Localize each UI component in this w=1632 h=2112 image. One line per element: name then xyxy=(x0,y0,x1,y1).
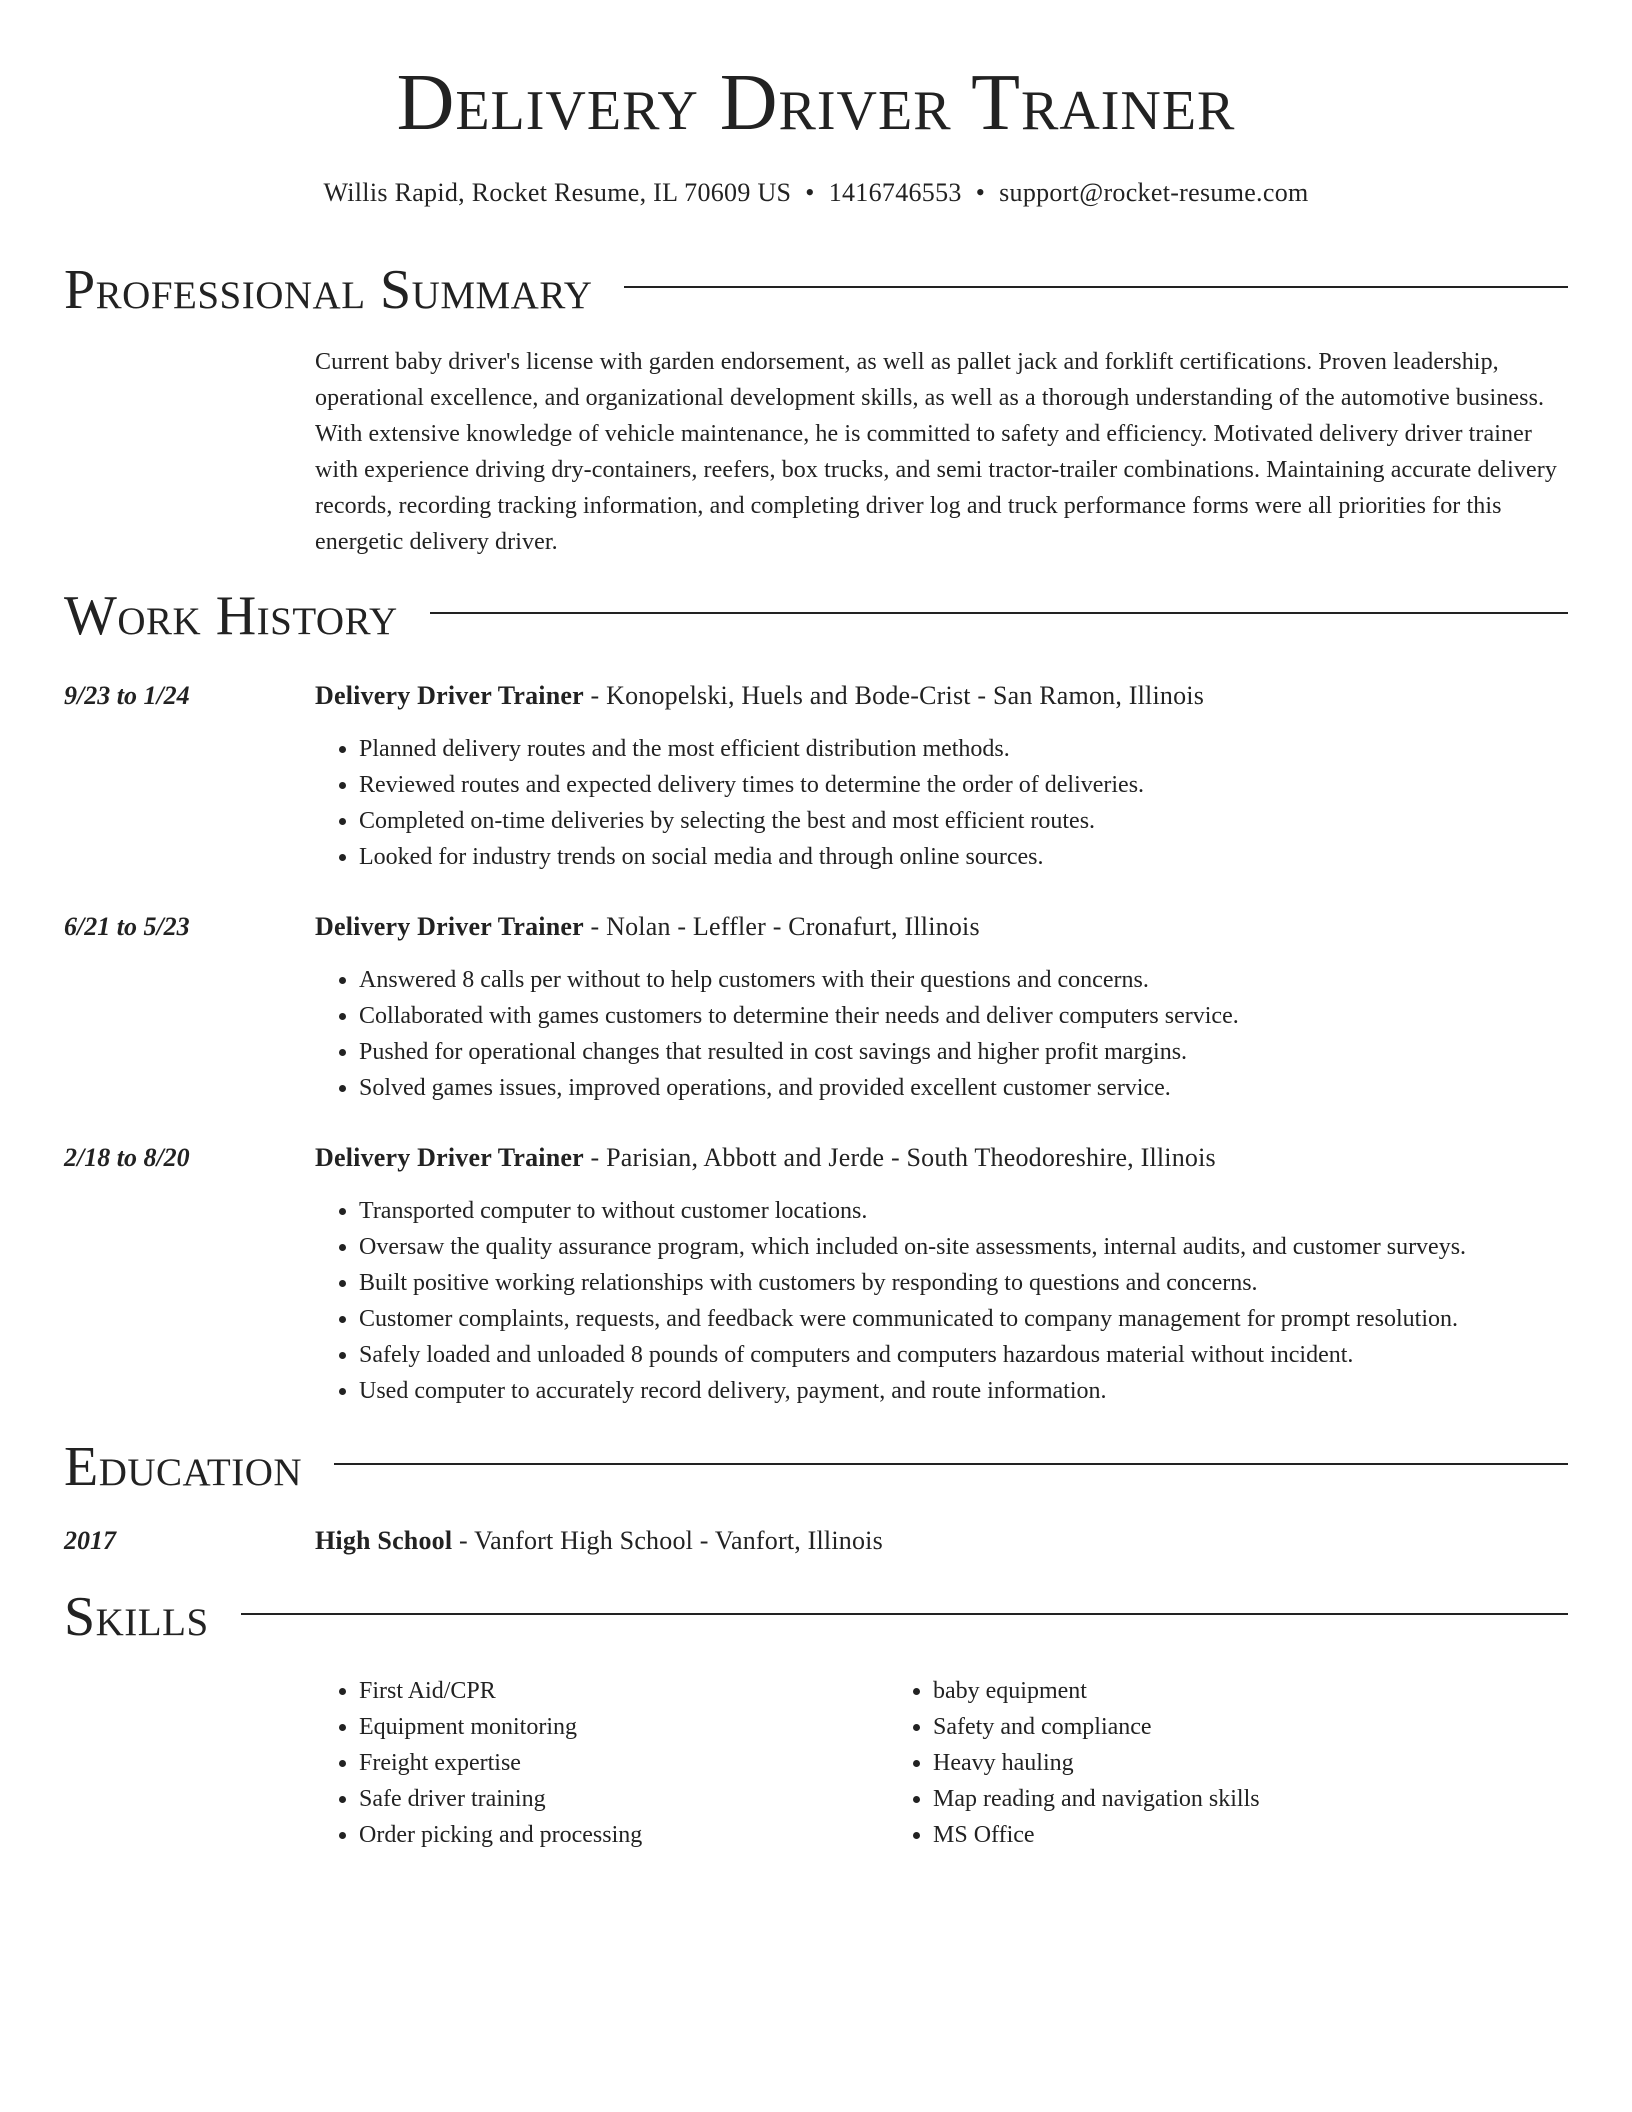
section-skills-header xyxy=(64,1585,1568,1649)
education-line xyxy=(315,1523,1568,1559)
job-bullet: • Answered 8 calls per without to help customers with their questions and concerns. xyxy=(359,962,1568,998)
skill-item: • Safety and compliance xyxy=(933,1709,1260,1745)
skills-column-right xyxy=(889,1673,1260,1853)
skill-item: • Heavy hauling xyxy=(933,1745,1260,1781)
section-heading: Skills xyxy=(64,1586,209,1648)
job-bullet: • Completed on-time deliveries by selecting the best and most efficient routes. xyxy=(359,803,1568,839)
section-divider xyxy=(334,1463,1568,1465)
skill-item: • Freight expertise xyxy=(359,1745,889,1781)
section-education-header xyxy=(64,1435,1568,1499)
skill-item: • Order picking and processing xyxy=(359,1817,889,1853)
job-dates: 6/21 to 5/23 xyxy=(64,912,190,941)
contact-line xyxy=(64,176,1568,210)
skill-item: • baby equipment xyxy=(933,1673,1260,1709)
job-employer: - Parisian, Abbott and Jerde - South Theodoreshire, Illinois xyxy=(583,1143,1216,1172)
job-title: Delivery Driver Trainer xyxy=(315,681,584,710)
summary-text: Current baby driver's license with garden endorsement, as well as pallet jack and forklift certifications. Proven leadership, operational excellence, and organizational development skills, as well as a thorough understanding of the automotive business. With extensive knowledge of vehicle maintenance, he is committed to safety and efficiency. Motivated delivery driver trainer with experience driving dry-containers, reefers, box trucks, and semi tractor-trailer combinations. Maintaining accurate delivery records, recording tracking information, and completing driver log and truck performance forms were all priorities for this energetic delivery driver. xyxy=(315,349,1557,555)
job-bullet: • Customer complaints, requests, and feedback were communicated to company management for prompt resolution. xyxy=(359,1301,1568,1337)
job-dates: 9/23 to 1/24 xyxy=(64,681,190,710)
job-bullet: • Looked for industry trends on social media and through online sources. xyxy=(359,839,1568,875)
education-school: - Vanfort High School - Vanfort, Illinois xyxy=(452,1526,883,1555)
section-divider xyxy=(430,612,1568,614)
job-bullet: • Built positive working relationships with customers by responding to questions and concerns. xyxy=(359,1265,1568,1301)
skills-list xyxy=(315,1673,1568,1853)
job-title-line xyxy=(315,678,1568,714)
job-entry xyxy=(64,909,1568,1106)
skill-item: • MS Office xyxy=(933,1817,1260,1853)
skill-item: • Equipment monitoring xyxy=(359,1709,889,1745)
job-bullets xyxy=(315,962,1568,1106)
job-bullet: • Transported computer to without customer locations. xyxy=(359,1193,1568,1229)
contact-phone: 1416746553 xyxy=(828,178,962,207)
job-title-line xyxy=(315,1140,1568,1176)
job-bullets xyxy=(315,731,1568,875)
section-summary-header xyxy=(64,258,1568,322)
contact-separator: • xyxy=(975,178,986,207)
section-heading: Work History xyxy=(64,585,398,647)
job-title-line xyxy=(315,909,1568,945)
job-bullet: • Solved games issues, improved operations, and provided excellent customer service. xyxy=(359,1070,1568,1106)
contact-email: support@rocket-resume.com xyxy=(999,178,1309,207)
job-bullets xyxy=(315,1193,1568,1409)
contact-address: Willis Rapid, Rocket Resume, IL 70609 US xyxy=(323,178,792,207)
skills-column-left xyxy=(315,1673,889,1853)
education-entry xyxy=(64,1523,1568,1559)
section-heading: Education xyxy=(64,1436,303,1498)
job-dates: 2/18 to 8/20 xyxy=(64,1143,190,1172)
job-title: Delivery Driver Trainer xyxy=(315,912,584,941)
job-bullet: • Planned delivery routes and the most efficient distribution methods. xyxy=(359,731,1568,767)
section-divider xyxy=(241,1613,1568,1615)
section-heading: Professional Summary xyxy=(64,259,593,321)
job-bullet: • Safely loaded and unloaded 8 pounds of computers and computers hazardous material without incident. xyxy=(359,1337,1568,1373)
skill-item: • Map reading and navigation skills xyxy=(933,1781,1260,1817)
skill-item: • First Aid/CPR xyxy=(359,1673,889,1709)
job-bullet: • Pushed for operational changes that resulted in cost savings and higher profit margins. xyxy=(359,1034,1568,1070)
job-bullet: • Collaborated with games customers to determine their needs and deliver computers service. xyxy=(359,998,1568,1034)
education-year: 2017 xyxy=(64,1526,116,1555)
job-bullet: • Used computer to accurately record delivery, payment, and route information. xyxy=(359,1373,1568,1409)
section-work-header xyxy=(64,584,1568,648)
contact-separator: • xyxy=(805,178,815,207)
job-employer: - Konopelski, Huels and Bode-Crist - San Ramon, Illinois xyxy=(583,681,1205,710)
job-bullet: • Reviewed routes and expected delivery times to determine the order of deliveries. xyxy=(359,767,1568,803)
job-employer: - Nolan - Leffler - Cronafurt, Illinois xyxy=(583,912,980,941)
job-bullet: • Oversaw the quality assurance program, which included on-site assessments, internal audits, and customer surveys. xyxy=(359,1229,1568,1265)
job-title: Delivery Driver Trainer xyxy=(315,1143,584,1172)
resume-page xyxy=(64,0,1568,1853)
job-entry xyxy=(64,1140,1568,1409)
resume-name: Delivery Driver Trainer xyxy=(396,59,1236,147)
education-degree: High School xyxy=(315,1526,453,1555)
section-divider xyxy=(624,286,1568,288)
job-entry xyxy=(64,678,1568,875)
skill-item: • Safe driver training xyxy=(359,1781,889,1817)
